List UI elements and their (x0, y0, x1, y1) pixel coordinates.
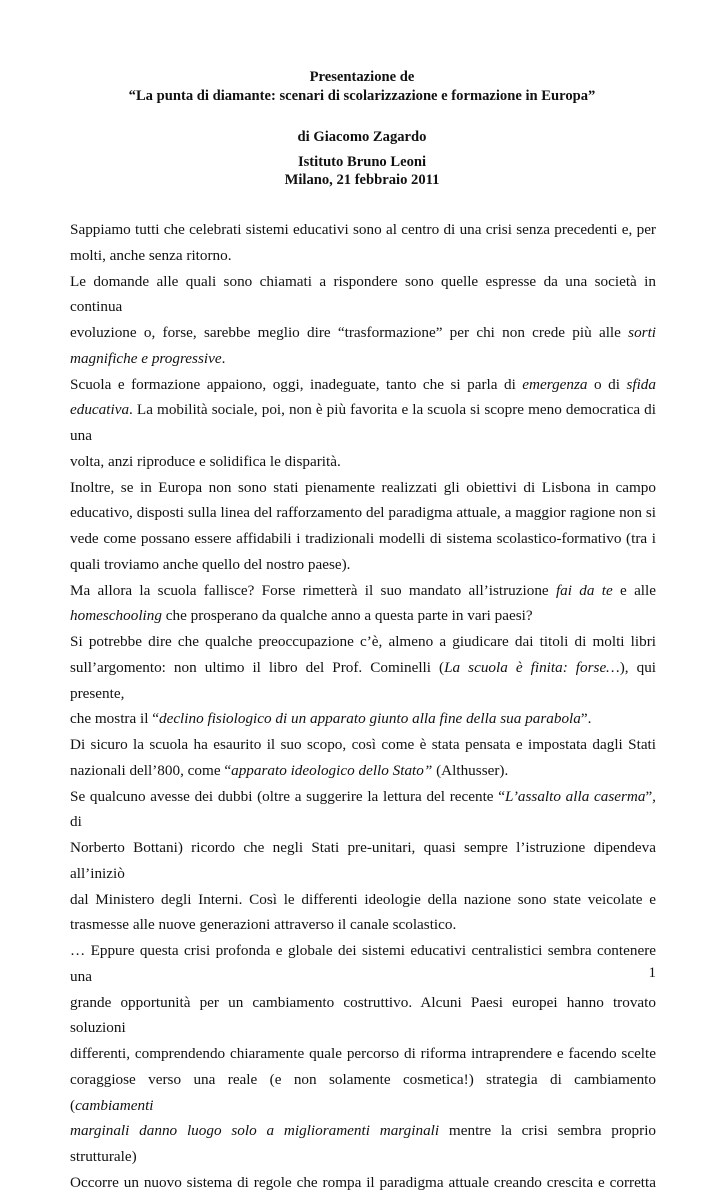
text-run: e alle (620, 581, 656, 599)
text-run: (Althusser). (436, 761, 509, 779)
text-run: o di (594, 375, 620, 393)
text-line: vede come possano essere affidabili i tradizionali modelli di sistema scolastico-formativo (tra i (70, 530, 656, 547)
italic-run: sorti (628, 324, 657, 341)
text-line: volta, anzi riproduce e solidifica le disparità. (70, 452, 341, 470)
title-line-1: Presentazione de (309, 69, 415, 85)
italic-run: marginali danno luogo solo a miglioramenti marginali (70, 1122, 440, 1140)
paragraph-2 (70, 269, 656, 372)
institute-line: Istituto Bruno Leoni (297, 154, 427, 170)
text-run: sull’argomento: non ultimo il libro del Prof. Cominelli ( (70, 658, 445, 676)
text-line (70, 346, 656, 372)
place-date-line: Milano, 21 febbraio 2011 (284, 172, 440, 188)
paragraph-3 (70, 372, 656, 475)
author-line: di Giacomo Zagardo (297, 129, 427, 145)
text-line: Occorre un nuovo sistema di regole che rompa il paradigma attuale creando crescita e corretta (70, 1173, 656, 1191)
page-number: 1 (648, 965, 656, 981)
italic-run: homeschooling (70, 607, 162, 625)
italic-run: emergenza (522, 375, 588, 393)
text-run: che mostra il “ (70, 710, 159, 728)
text-line: … Eppure questa crisi profonda e globale dei sistemi educativi centralistici sembra contenere una (70, 942, 656, 985)
text-line (70, 784, 656, 836)
paragraph-6 (70, 629, 656, 732)
title-line-2: “La punta di diamante: scenari di scolarizzazione e formazione in Europa” (128, 88, 596, 104)
text-line: trasmesse alle nuove generazioni attraverso il canale scolastico. (70, 916, 457, 934)
text-run: . La mobilità sociale, poi, non è più favorita e la scuola si scopre meno democratica di una (70, 401, 656, 444)
italic-run: apparato ideologico dello Stato” (231, 761, 433, 779)
text-run: ”, di (70, 787, 656, 831)
paragraph-9 (70, 938, 656, 1170)
text-line: Le domande alle quali sono chiamati a rispondere sono quelle espresse da una società in continua (70, 272, 656, 316)
text-run: che prosperano da qualche anno a questa parte in vari paesi? (165, 607, 533, 625)
text-line (70, 706, 656, 732)
text-run: . (221, 349, 226, 367)
text-run: ), qui presente, (70, 658, 657, 702)
text-run: Scuola e formazione appaiono, oggi, inadeguate, tanto che si parla di (70, 375, 516, 393)
text-line (70, 578, 656, 604)
text-line: differenti, comprendendo chiaramente quale percorso di riforma intraprendere e facendo scelte (70, 1045, 656, 1062)
italic-run: La scuola è finita: forse… (444, 658, 620, 676)
paragraph-10 (70, 1170, 656, 1196)
italic-run: L’assalto alla caserma (504, 787, 646, 805)
text-line: Norberto Bottani) ricordo che negli Stati pre-unitari, quasi sempre l’istruzione dipendeva all’iniziò (70, 839, 656, 882)
paragraph-4 (70, 475, 656, 578)
text-line: educativo, disposti sulla linea del rafforzamento del paradigma attuale, a maggior ragione non si (70, 504, 656, 522)
paragraph-5 (70, 578, 656, 630)
text-line: molti, anche senza ritorno. (70, 246, 232, 264)
text-line (70, 320, 656, 346)
body-text (70, 217, 656, 1196)
text-line: Inoltre, se in Europa non sono stati pienamente realizzati gli obiettivi di Lisbona in campo (70, 478, 656, 496)
text-line: grande opportunità per un cambiamento costruttivo. Alcuni Paesi europei hanno trovato soluzioni (70, 993, 656, 1037)
paragraph-8 (70, 784, 656, 939)
text-line (70, 603, 656, 629)
italic-run: declino fisiologico di un apparato giunto alla fine della sua parabola (158, 710, 581, 728)
paragraph-1 (70, 217, 656, 269)
text-run: evoluzione o, forse, sarebbe meglio dire “trasformazione” per chi non crede più alle (70, 324, 621, 341)
text-line (70, 397, 656, 449)
text-run: coraggiose verso una reale (e non solamente cosmetica!) strategia di cambiamento ( (70, 1070, 656, 1114)
text-line: dal Ministero degli Interni. Così le differenti ideologie della nazione sono state veicolate e (70, 890, 656, 908)
text-line (70, 372, 656, 398)
text-line: Si potrebbe dire che qualche preoccupazione c’è, almeno a giudicare dai titoli di molti libri (70, 633, 656, 650)
text-line: Di sicuro la scuola ha esaurito il suo scopo, così come è stata pensata e impostata dagli Stati (70, 736, 656, 753)
text-run: nazionali dell’800, come “ (70, 761, 232, 779)
text-run: Se qualcuno avesse dei dubbi (oltre a suggerire la lettura del recente “ (70, 787, 505, 805)
text-run: ”. (580, 710, 592, 728)
text-run: mentre la crisi sembra proprio strutturale) (70, 1122, 657, 1165)
text-run: Ma allora la scuola fallisce? Forse rimetterà il suo mandato all’istruzione (70, 581, 549, 599)
italic-run: fai da te (555, 581, 613, 599)
italic-run: sfida (626, 375, 656, 393)
text-line (70, 655, 656, 707)
italic-run: magnifiche e progressive (70, 349, 222, 367)
text-line (70, 1067, 656, 1119)
text-line (70, 758, 656, 784)
italic-run: cambiamenti (75, 1096, 154, 1114)
text-line (70, 1118, 656, 1170)
text-line: quali troviamo anche quello del nostro paese). (70, 555, 351, 573)
paragraph-7 (70, 732, 656, 784)
italic-run: educativa (70, 401, 130, 419)
text-line: Sappiamo tutti che celebrati sistemi educativi sono al centro di una crisi senza precedenti e, per (70, 221, 656, 238)
